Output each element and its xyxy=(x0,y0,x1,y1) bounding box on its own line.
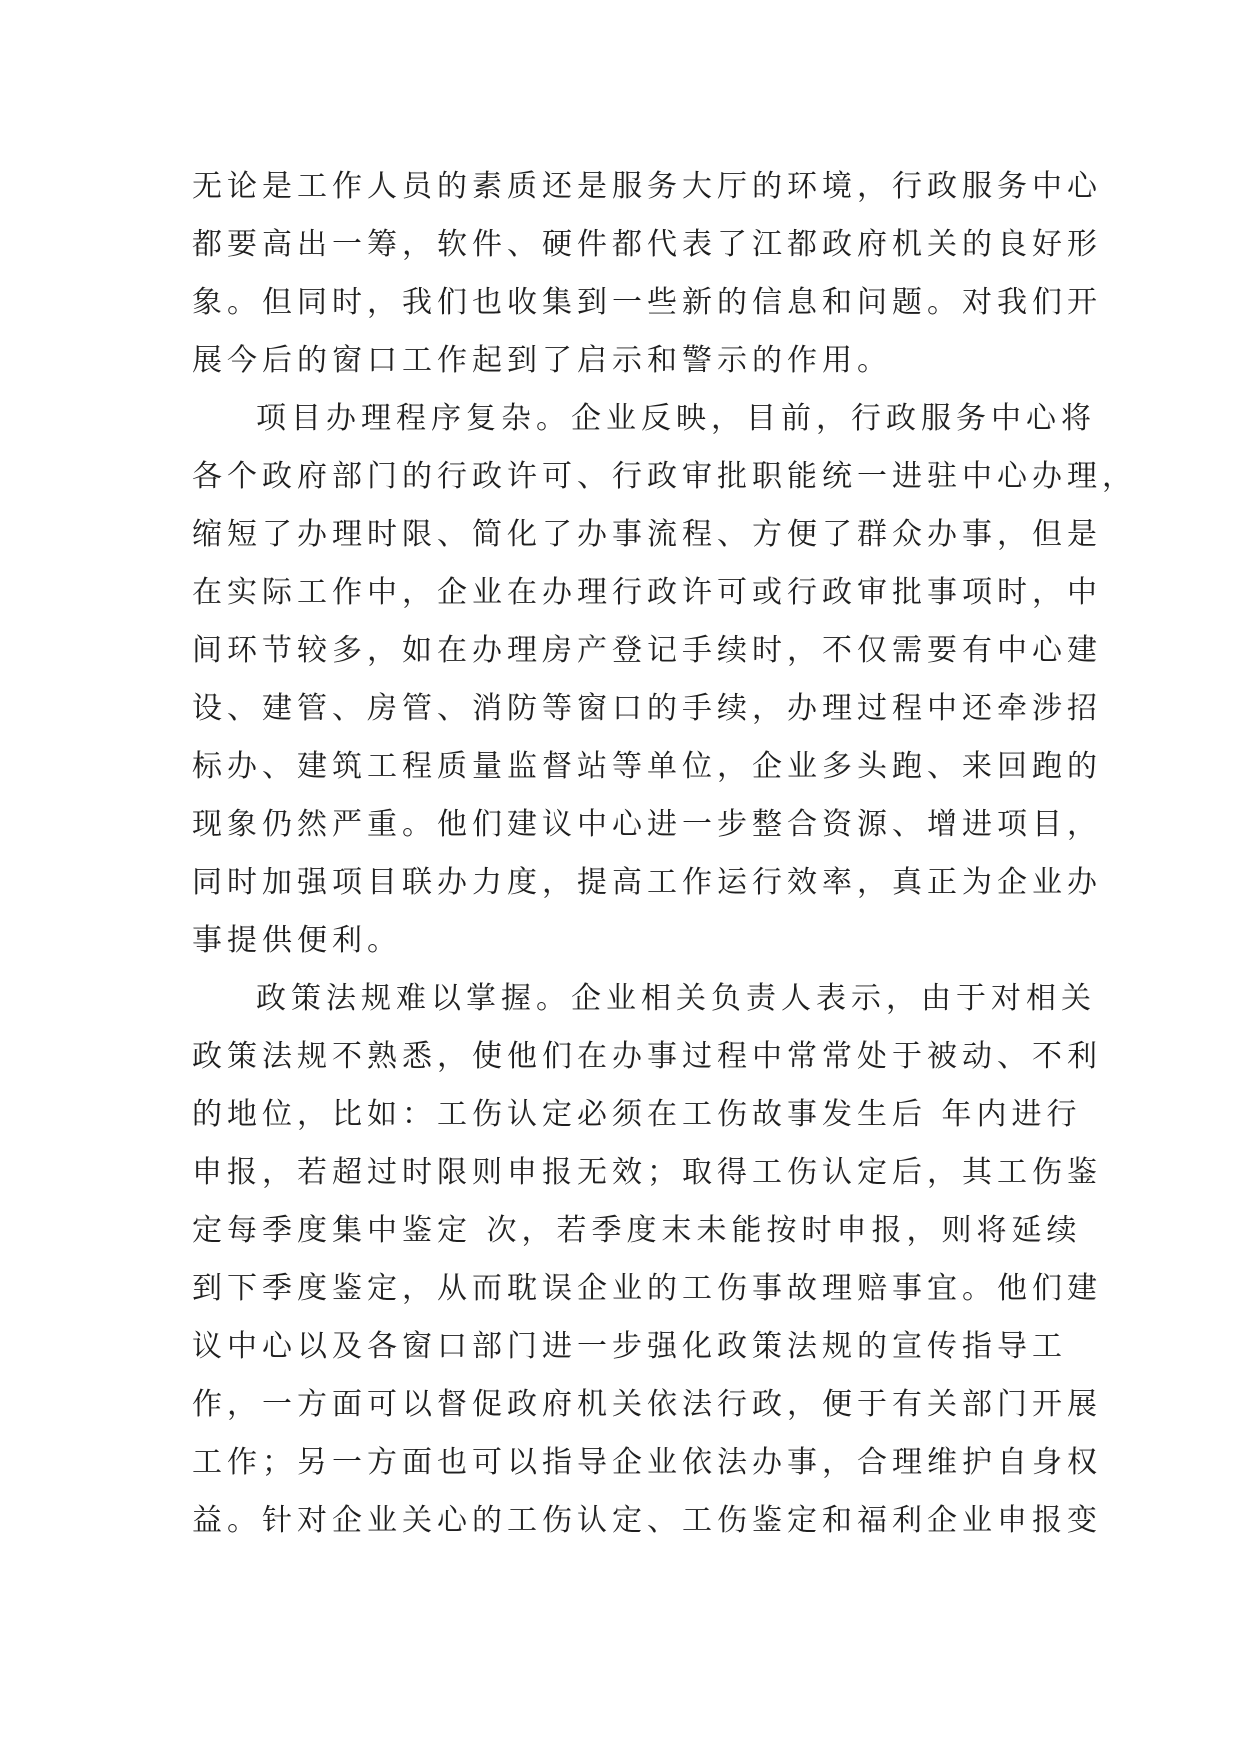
text-line: 政策法规不熟悉，使他们在办事过程中常常处于被动、不利 xyxy=(192,1039,1102,1074)
text-line: 现象仍然严重。他们建议中心进一步整合资源、增进项目， xyxy=(192,807,1102,842)
text-line: 事提供便利。 xyxy=(192,923,402,958)
text-line: 无论是工作人员的素质还是服务大厅的环境，行政服务中心 xyxy=(192,169,1102,204)
text-line: 缩短了办理时限、简化了办事流程、方便了群众办事，但是 xyxy=(192,517,1102,552)
paragraph-1 xyxy=(192,158,1102,390)
text-line: 到下季度鉴定，从而耽误企业的工伤事故理赔事宜。他们建 xyxy=(192,1271,1102,1306)
text-line: 的地位，比如：工伤认定必须在工伤故事发生后 年内进行 xyxy=(192,1097,1082,1132)
text-line: 益。针对企业关心的工伤认定、工伤鉴定和福利企业申报变 xyxy=(192,1503,1102,1538)
text-line: 议中心以及各窗口部门进一步强化政策法规的宣传指导工 xyxy=(192,1329,1067,1364)
document-body xyxy=(192,158,1137,1550)
text-line: 申报，若超过时限则申报无效；取得工伤认定后，其工伤鉴 xyxy=(192,1155,1102,1190)
text-line: 间环节较多，如在办理房产登记手续时，不仅需要有中心建 xyxy=(192,633,1102,668)
text-line: 象。但同时，我们也收集到一些新的信息和问题。对我们开 xyxy=(192,285,1102,320)
text-line: 作，一方面可以督促政府机关依法行政，便于有关部门开展 xyxy=(192,1387,1102,1422)
text-line: 工作；另一方面也可以指导企业依法办事，合理维护自身权 xyxy=(192,1445,1102,1480)
text-line: 各个政府部门的行政许可、行政审批职能统一进驻中心办理， xyxy=(192,459,1137,494)
text-line: 在实际工作中，企业在办理行政许可或行政审批事项时，中 xyxy=(192,575,1102,610)
paragraph-3 xyxy=(192,970,1102,1550)
text-line: 都要高出一筹，软件、硬件都代表了江都政府机关的良好形 xyxy=(192,227,1102,262)
text-line: 项目办理程序复杂。企业反映，目前，行政服务中心将 xyxy=(256,401,1096,436)
text-line: 同时加强项目联办力度，提高工作运行效率，真正为企业办 xyxy=(192,865,1102,900)
text-line: 政策法规难以掌握。企业相关负责人表示，由于对相关 xyxy=(256,981,1096,1016)
text-line: 展今后的窗口工作起到了启示和警示的作用。 xyxy=(192,343,892,378)
paragraph-2 xyxy=(192,390,1137,970)
text-line: 设、建管、房管、消防等窗口的手续，办理过程中还牵涉招 xyxy=(192,691,1102,726)
text-line: 定每季度集中鉴定 次，若季度末未能按时申报，则将延续 xyxy=(192,1213,1082,1248)
text-line: 标办、建筑工程质量监督站等单位，企业多头跑、来回跑的 xyxy=(192,749,1102,784)
